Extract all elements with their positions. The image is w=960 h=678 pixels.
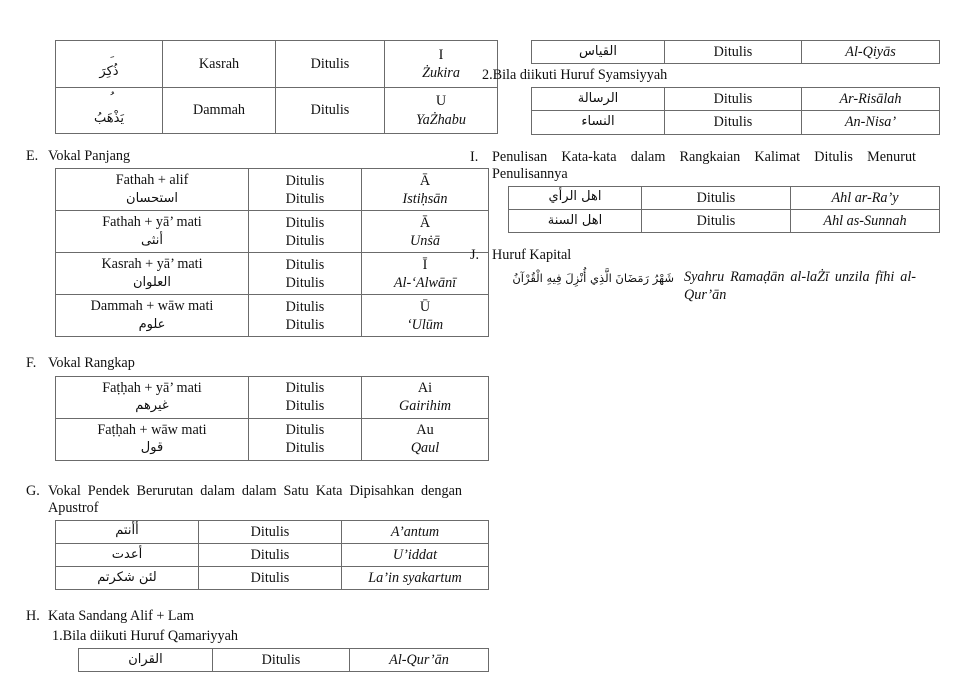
ditulis-label: Ditulis xyxy=(285,190,325,207)
latin-letter: Ī xyxy=(422,256,428,273)
cell-ditulis: Ditulis xyxy=(642,209,791,232)
ditulis-label: Ditulis xyxy=(285,379,325,396)
table-row xyxy=(56,169,489,211)
arabic-word: يَذْهَبُ xyxy=(93,110,125,126)
harakat-mark xyxy=(60,44,158,63)
latin-letter: Au xyxy=(416,421,434,438)
cell-rule xyxy=(56,169,249,211)
ditulis-label: Ditulis xyxy=(285,398,325,414)
cell-arabic: النساء xyxy=(532,111,665,134)
table-vokal-rangkap xyxy=(55,376,489,461)
cell-harakat-name: Dammah xyxy=(163,87,276,134)
subsection-title-h1: Bila diikuti Huruf Qamariyyah xyxy=(62,628,238,645)
cell-ditulis: Ditulis xyxy=(665,111,802,134)
section-letter-e: E. xyxy=(26,148,39,165)
section-heading-e xyxy=(26,148,462,165)
table-row xyxy=(56,253,489,295)
table-row xyxy=(509,186,940,209)
huruf-kapital-example xyxy=(508,268,916,304)
table-row xyxy=(56,41,498,88)
cell-ditulis xyxy=(249,418,362,460)
ditulis-label: Ditulis xyxy=(285,172,325,189)
table-row xyxy=(509,209,940,232)
arabic-word: العلوان xyxy=(132,274,172,290)
cell-ditulis: Ditulis xyxy=(199,543,342,566)
rule-text: Kasrah + yā’ mati xyxy=(101,256,203,273)
cell-latin: Ar-Risālah xyxy=(802,88,940,111)
arabic-word: قول xyxy=(140,439,164,455)
cell-arabic: الرسالة xyxy=(532,88,665,111)
table-row xyxy=(56,543,489,566)
right-column xyxy=(470,40,916,304)
rule-text: Fathah + alif xyxy=(115,172,189,189)
cell-ditulis: Ditulis xyxy=(642,186,791,209)
ditulis-label: Ditulis xyxy=(285,274,325,291)
table-row xyxy=(56,87,498,134)
cell-ditulis xyxy=(249,169,362,211)
latin-example: Gairihim xyxy=(398,398,452,414)
cell-ditulis: Ditulis xyxy=(199,566,342,589)
section-title-j: Huruf Kapital xyxy=(492,246,572,263)
cell-latin: Al-Qur’ān xyxy=(350,649,489,672)
latin-letter: Ā xyxy=(419,214,431,231)
rule-text: Fathah + yā’ mati xyxy=(102,214,202,231)
cell-ditulis: Ditulis xyxy=(276,41,385,88)
cell-latin: La’in syakartum xyxy=(342,566,489,589)
table-row xyxy=(532,111,940,134)
section-heading-h xyxy=(26,608,462,625)
cell-arabic xyxy=(56,41,163,88)
arabic-word: أنثى xyxy=(141,232,163,248)
cell-rule xyxy=(56,418,249,460)
latin-example: Qaul xyxy=(410,440,440,457)
ditulis-label: Ditulis xyxy=(285,256,325,273)
section-title-f: Vokal Rangkap xyxy=(48,355,135,372)
arabic-word: ذُكِرَ xyxy=(99,63,119,79)
ditulis-label: Ditulis xyxy=(285,421,325,438)
table-row xyxy=(56,520,489,543)
cell-rule xyxy=(56,376,249,418)
latin-letter: Ai xyxy=(417,379,433,396)
table-row xyxy=(56,211,489,253)
subsection-heading-h2 xyxy=(482,67,916,84)
cell-harakat-name: Kasrah xyxy=(163,41,276,88)
latin-transliteration: Syahru Ramaḍān al-laŻī unzila fīhi al-Qur’ān xyxy=(684,268,916,304)
ditulis-label: Ditulis xyxy=(285,232,325,249)
table-vokal-pendek xyxy=(55,40,498,134)
arabic-word: علوم xyxy=(138,316,166,332)
section-title-i: Penulisan Kata-kata dalam Rangkaian Kalimat Ditulis Menurut Penulisannya xyxy=(492,148,916,182)
cell-ditulis: Ditulis xyxy=(213,649,350,672)
cell-arabic xyxy=(56,87,163,134)
cell-ditulis xyxy=(249,376,362,418)
table-row xyxy=(532,88,940,111)
table-row xyxy=(56,418,489,460)
rule-text: Dammah + wāw mati xyxy=(90,298,214,315)
section-letter-j: J. xyxy=(470,246,480,263)
section-letter-h: H. xyxy=(26,608,40,625)
section-heading-f xyxy=(26,355,462,372)
table-qamariyyah-continued xyxy=(531,40,940,64)
latin-example: Żukira xyxy=(422,64,460,81)
cell-latin: Ahl ar-Ra’y xyxy=(791,186,940,209)
arabic-word: استحسان xyxy=(126,190,178,206)
left-column xyxy=(26,40,466,672)
latin-example: ‘Ulūm xyxy=(406,316,444,333)
table-qamariyyah xyxy=(78,648,489,672)
cell-latin xyxy=(362,418,489,460)
cell-arabic: القياس xyxy=(532,41,665,64)
table-vokal-pendek-berurutan xyxy=(55,520,489,591)
cell-arabic: القران xyxy=(79,649,213,672)
cell-arabic: اهل السنة xyxy=(509,209,642,232)
cell-ditulis: Ditulis xyxy=(665,41,802,64)
cell-latin: Ahl as-Sunnah xyxy=(791,209,940,232)
section-letter-f: F. xyxy=(26,355,37,372)
latin-example: Al-‘Alwānī xyxy=(393,274,457,291)
table-row xyxy=(56,376,489,418)
latin-example: Unṡā xyxy=(410,232,440,249)
cell-arabic: اهل الرأي xyxy=(509,186,642,209)
cell-ditulis xyxy=(249,295,362,337)
latin-example: YaŻhabu xyxy=(416,111,466,128)
section-title-h: Kata Sandang Alif + Lam xyxy=(48,608,194,625)
subsection-heading-h1 xyxy=(52,628,462,645)
table-row xyxy=(56,295,489,337)
cell-ditulis xyxy=(249,211,362,253)
arabic-word: غيرهم xyxy=(135,397,169,413)
cell-arabic: أعدت xyxy=(56,543,199,566)
section-title-g: Vokal Pendek Berurutan dalam dalam Satu Kata Dipisahkan dengan Apustrof xyxy=(48,482,462,516)
cell-rule xyxy=(56,253,249,295)
harakat-mark xyxy=(60,91,158,110)
ditulis-label: Ditulis xyxy=(285,298,325,315)
cell-rule xyxy=(56,211,249,253)
table-penulisan-kata xyxy=(508,186,940,233)
cell-ditulis: Ditulis xyxy=(199,520,342,543)
cell-arabic: أأنتم xyxy=(56,520,199,543)
table-row xyxy=(79,649,489,672)
table-syamsiyyah xyxy=(531,87,940,134)
cell-rule xyxy=(56,295,249,337)
section-heading-g xyxy=(26,483,462,517)
cell-latin: A’antum xyxy=(342,520,489,543)
cell-ditulis: Ditulis xyxy=(276,87,385,134)
cell-latin xyxy=(362,376,489,418)
subsection-number-h1: 1. xyxy=(52,628,63,645)
ditulis-label: Ditulis xyxy=(285,214,325,231)
cell-ditulis xyxy=(249,253,362,295)
cell-arabic: لئن شكرتم xyxy=(56,566,199,589)
latin-letter: Ū xyxy=(419,298,431,315)
section-letter-i: I. xyxy=(470,148,479,165)
latin-letter: I xyxy=(438,46,444,63)
section-heading-j xyxy=(470,247,916,264)
arabic-verse: شَهْرُ رَمَضَانَ الَّذِي أُنْزِلَ فِيهِ الْقُرْآنُ xyxy=(512,270,674,285)
latin-letter: Ā xyxy=(419,172,431,189)
latin-example: Istiḥsān xyxy=(402,190,448,207)
subsection-number-h2: 2. xyxy=(482,67,493,84)
cell-ditulis: Ditulis xyxy=(665,88,802,111)
subsection-title-h2: Bila diikuti Huruf Syamsiyyah xyxy=(492,67,668,84)
table-vokal-panjang xyxy=(55,168,489,337)
section-letter-g: G. xyxy=(26,482,40,499)
section-title-e: Vokal Panjang xyxy=(48,148,131,165)
ditulis-label: Ditulis xyxy=(285,440,325,457)
latin-letter: U xyxy=(435,93,447,110)
rule-text: Faṭḥah + wāw mati xyxy=(97,421,207,438)
table-row xyxy=(56,566,489,589)
table-row xyxy=(532,41,940,64)
cell-latin: An-Nisa’ xyxy=(802,111,940,134)
cell-latin: Al-Qiyās xyxy=(802,41,940,64)
rule-text: Faṭḥah + yā’ mati xyxy=(102,379,202,396)
ditulis-label: Ditulis xyxy=(285,316,325,333)
cell-latin: U’iddat xyxy=(342,543,489,566)
section-heading-i xyxy=(470,149,916,183)
